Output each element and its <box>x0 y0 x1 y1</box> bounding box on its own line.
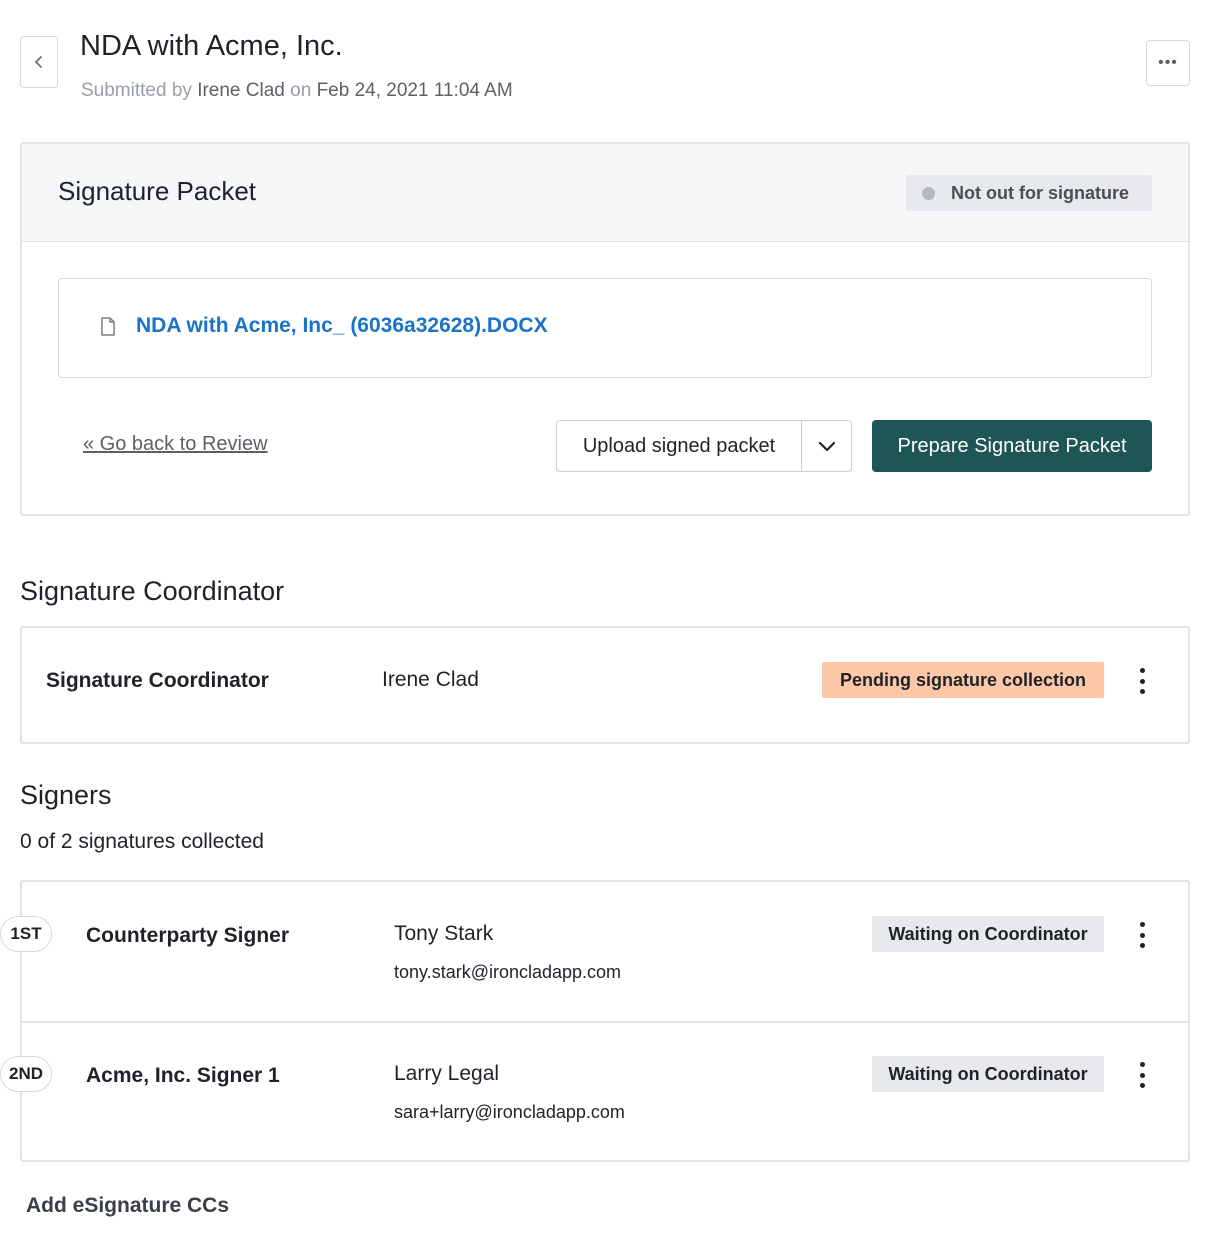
coordinator-name: Irene Clad <box>382 668 479 691</box>
more-options-button[interactable] <box>1146 40 1190 86</box>
submitted-by-label: Submitted by <box>81 80 192 101</box>
prepare-signature-packet-button[interactable]: Prepare Signature Packet <box>872 420 1152 472</box>
chevron-down-icon <box>818 440 836 452</box>
signer-role: Counterparty Signer <box>86 924 290 947</box>
packet-status-badge <box>906 175 1152 211</box>
signature-packet-title: Signature Packet <box>58 176 257 206</box>
page-title: NDA with Acme, Inc. <box>80 30 343 62</box>
packet-status-text: Not out for signature <box>951 182 1129 203</box>
document-icon <box>99 316 117 338</box>
status-dot-icon <box>922 187 935 200</box>
coordinator-section-title: Signature Coordinator <box>20 576 285 606</box>
signature-packet-header <box>22 144 1188 242</box>
more-vertical-icon[interactable] <box>1132 920 1152 950</box>
more-vertical-icon[interactable] <box>1132 666 1152 696</box>
submission-info <box>81 80 513 102</box>
upload-options-dropdown[interactable] <box>802 421 851 471</box>
coordinator-status-badge: Pending signature collection <box>822 662 1104 698</box>
signer-role: Acme, Inc. Signer 1 <box>86 1064 280 1087</box>
signer-order-badge: 1ST <box>0 916 52 952</box>
packet-file-item <box>58 278 1152 378</box>
signer-email: sara+larry@ironcladapp.com <box>394 1102 625 1122</box>
signer-status-badge: Waiting on Coordinator <box>872 1056 1104 1092</box>
submitter-name: Irene Clad <box>197 80 285 101</box>
signer-divider <box>22 1021 1188 1023</box>
coordinator-card <box>20 626 1190 744</box>
packet-file-link[interactable]: NDA with Acme, Inc_ (6036a32628).DOCX <box>136 314 548 337</box>
signers-section-title: Signers <box>20 780 112 810</box>
more-horizontal-icon: ••• <box>1158 54 1178 71</box>
signer-name: Tony Stark <box>394 922 494 945</box>
signature-packet-card <box>20 142 1190 516</box>
signatures-collected-count: 0 of 2 signatures collected <box>20 830 264 853</box>
signer-email: tony.stark@ironcladapp.com <box>394 962 622 982</box>
signer-status-badge: Waiting on Coordinator <box>872 916 1104 952</box>
back-button[interactable] <box>20 36 58 88</box>
signer-name: Larry Legal <box>394 1062 500 1085</box>
coordinator-role: Signature Coordinator <box>46 669 269 692</box>
add-esignature-ccs-link[interactable]: Add eSignature CCs <box>26 1194 230 1217</box>
upload-signed-packet-button[interactable] <box>556 420 852 472</box>
signer-order-badge: 2ND <box>0 1056 52 1092</box>
more-vertical-icon[interactable] <box>1132 1060 1152 1090</box>
upload-signed-packet-label[interactable]: Upload signed packet <box>557 421 802 471</box>
chevron-left-icon <box>32 55 46 69</box>
go-back-to-review-link[interactable]: « Go back to Review <box>83 433 268 455</box>
submitted-date: Feb 24, 2021 11:04 AM <box>316 80 513 101</box>
on-label: on <box>290 80 312 101</box>
signers-card <box>8 880 1190 1162</box>
